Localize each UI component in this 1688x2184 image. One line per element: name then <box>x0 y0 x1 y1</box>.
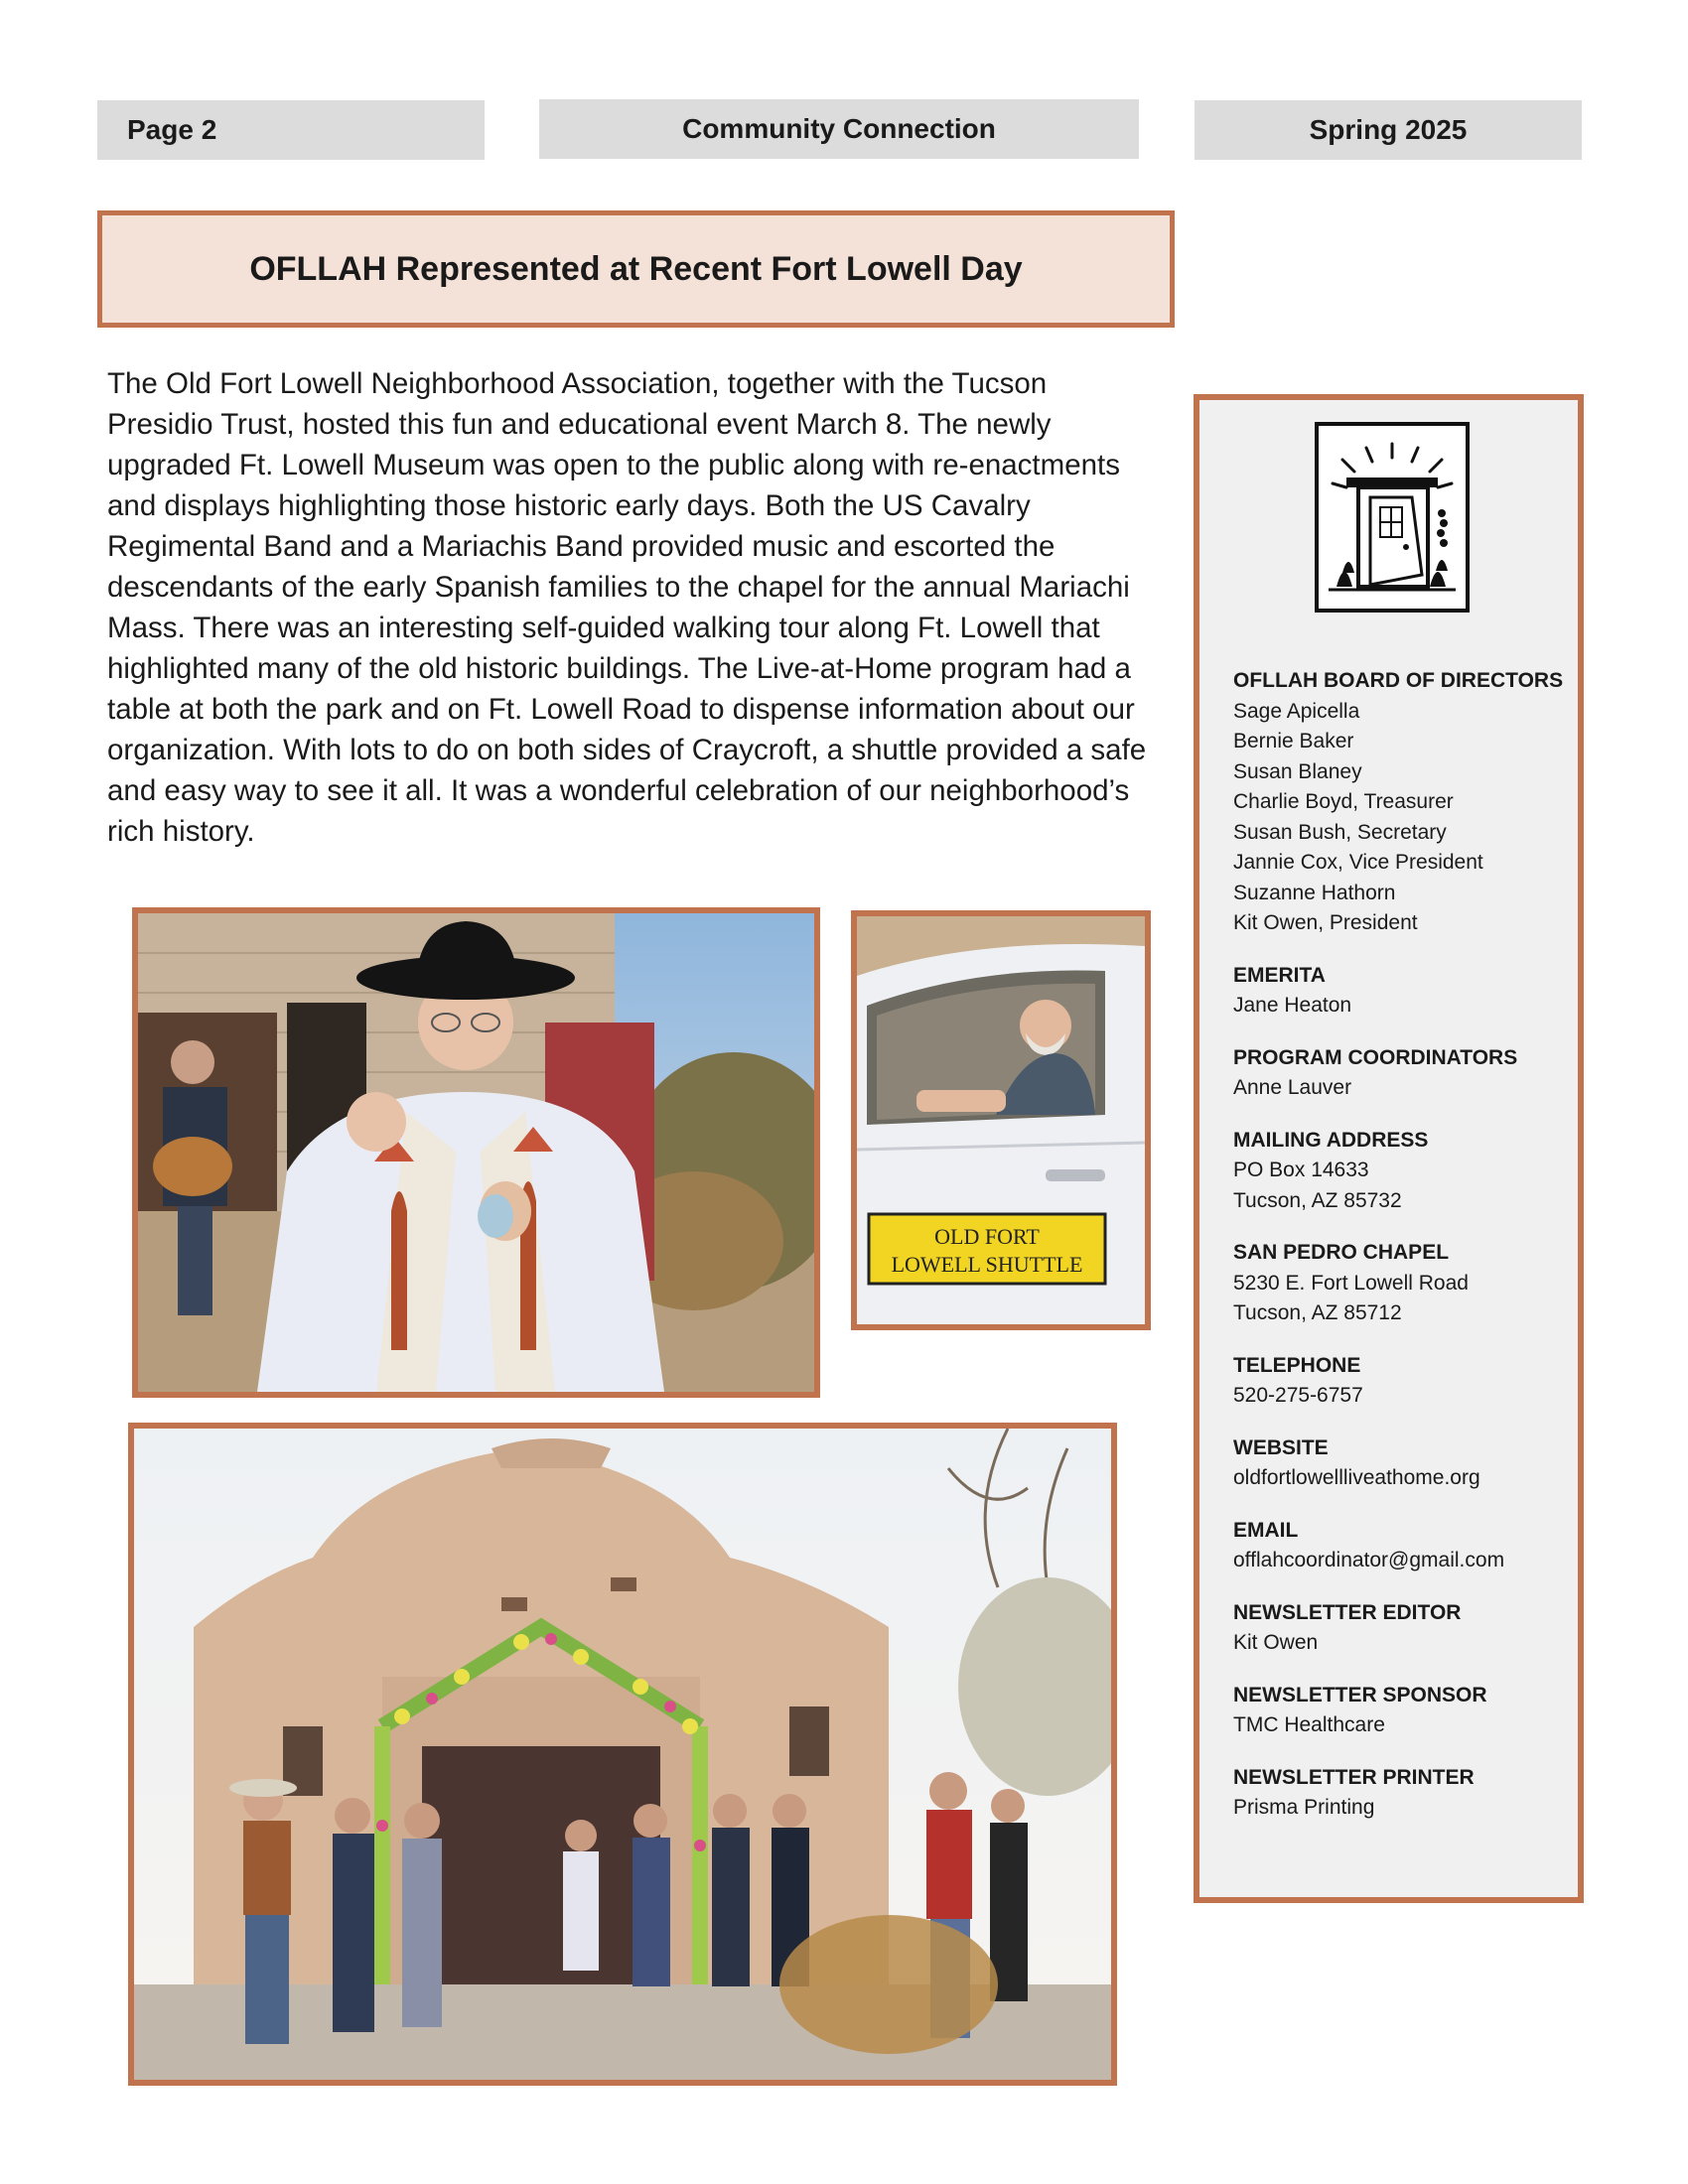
section-line: TMC Healthcare <box>1233 1713 1385 1736</box>
section-line: Prisma Printing <box>1233 1796 1375 1819</box>
emerita-section <box>1233 961 1576 1022</box>
mailing-address-section <box>1233 1126 1576 1217</box>
telephone-number: 520-275-6757 <box>1233 1384 1363 1407</box>
section-line: Tucson, AZ 85732 <box>1233 1188 1402 1212</box>
section-line: PO Box 14633 <box>1233 1159 1369 1181</box>
section-title: NEWSLETTER EDITOR <box>1233 1600 1462 1624</box>
board-member: Susan Blaney <box>1233 759 1362 783</box>
sidebar-directory <box>1194 394 1584 1903</box>
editor-section <box>1233 1598 1576 1659</box>
section-line: Anne Lauver <box>1233 1076 1352 1099</box>
telephone-section <box>1233 1351 1576 1412</box>
ofllah-logo <box>1315 422 1470 613</box>
section-title: PROGRAM COORDINATORS <box>1233 1045 1518 1069</box>
website-section <box>1233 1433 1576 1494</box>
page-number: Page 2 <box>97 100 485 160</box>
section-line: Tucson, AZ 85712 <box>1233 1301 1402 1324</box>
newsletter-title: Community Connection <box>539 99 1139 159</box>
section-title: SAN PEDRO CHAPEL <box>1233 1241 1450 1264</box>
sponsor-section <box>1233 1681 1576 1741</box>
board-section <box>1233 666 1576 939</box>
board-member: Sage Apicella <box>1233 699 1360 723</box>
photo-shuttle-van <box>851 910 1151 1330</box>
chapel-section <box>1233 1238 1576 1329</box>
website-url: oldfortlowellliveathome.org <box>1233 1466 1480 1489</box>
section-title: NEWSLETTER PRINTER <box>1233 1765 1475 1789</box>
section-title: OFLLAH BOARD OF DIRECTORS <box>1233 669 1564 692</box>
shuttle-sign-line1: OLD FORT <box>934 1224 1040 1249</box>
email-address: offlahcoordinator@gmail.com <box>1233 1549 1505 1571</box>
issue-date: Spring 2025 <box>1195 100 1582 160</box>
article-headline: OFLLAH Represented at Recent Fort Lowell Day <box>97 210 1175 328</box>
board-member: Jannie Cox, Vice President <box>1233 851 1483 874</box>
section-title: MAILING ADDRESS <box>1233 1128 1429 1152</box>
board-member: Kit Owen, President <box>1233 911 1418 934</box>
section-title: EMAIL <box>1233 1518 1299 1542</box>
board-member: Suzanne Hathorn <box>1233 881 1396 904</box>
coordinators-section <box>1233 1043 1576 1104</box>
article-body: The Old Fort Lowell Neighborhood Association, together with the Tucson Presidio Trust, hosted this fun and educational event March 8. The newly upgraded Ft. Lowell Museum was open to the public along with re-enactments and displays highlighting those historic early days. Both the US Cavalry Regimental Band and a Mariachis Band provided music and escorted the descendants of the early Spanish families to the chapel for the annual Mariachi Mass. There was an interesting self-guided walking tour along Ft. Lowell that highlighted many of the old historic buildings. The Live-at-Home program had a table at both the park and on Ft. Lowell Road to dispense information about our organization. With lots to do on both sides of Craycroft, a shuttle provided a safe and easy way to see it all. It was a wonderful celebration of our neighborhood’s rich history. <box>107 367 1147 848</box>
directory-list <box>1233 666 1576 1845</box>
section-title: TELEPHONE <box>1233 1353 1361 1377</box>
section-line: Kit Owen <box>1233 1631 1319 1654</box>
photo-san-pedro-chapel <box>128 1423 1117 2086</box>
photo-priest-blessing <box>132 907 820 1398</box>
section-line: 5230 E. Fort Lowell Road <box>1233 1271 1469 1295</box>
section-title: NEWSLETTER SPONSOR <box>1233 1683 1487 1706</box>
board-member: Charlie Boyd, Treasurer <box>1233 790 1454 813</box>
board-member: Susan Bush, Secretary <box>1233 820 1447 844</box>
email-section <box>1233 1516 1576 1576</box>
section-title: WEBSITE <box>1233 1435 1329 1459</box>
shuttle-sign-line2: LOWELL SHUTTLE <box>891 1252 1083 1277</box>
board-member: Bernie Baker <box>1233 730 1354 752</box>
section-line: Jane Heaton <box>1233 994 1352 1017</box>
section-title: EMERITA <box>1233 963 1326 987</box>
printer-section <box>1233 1763 1576 1824</box>
